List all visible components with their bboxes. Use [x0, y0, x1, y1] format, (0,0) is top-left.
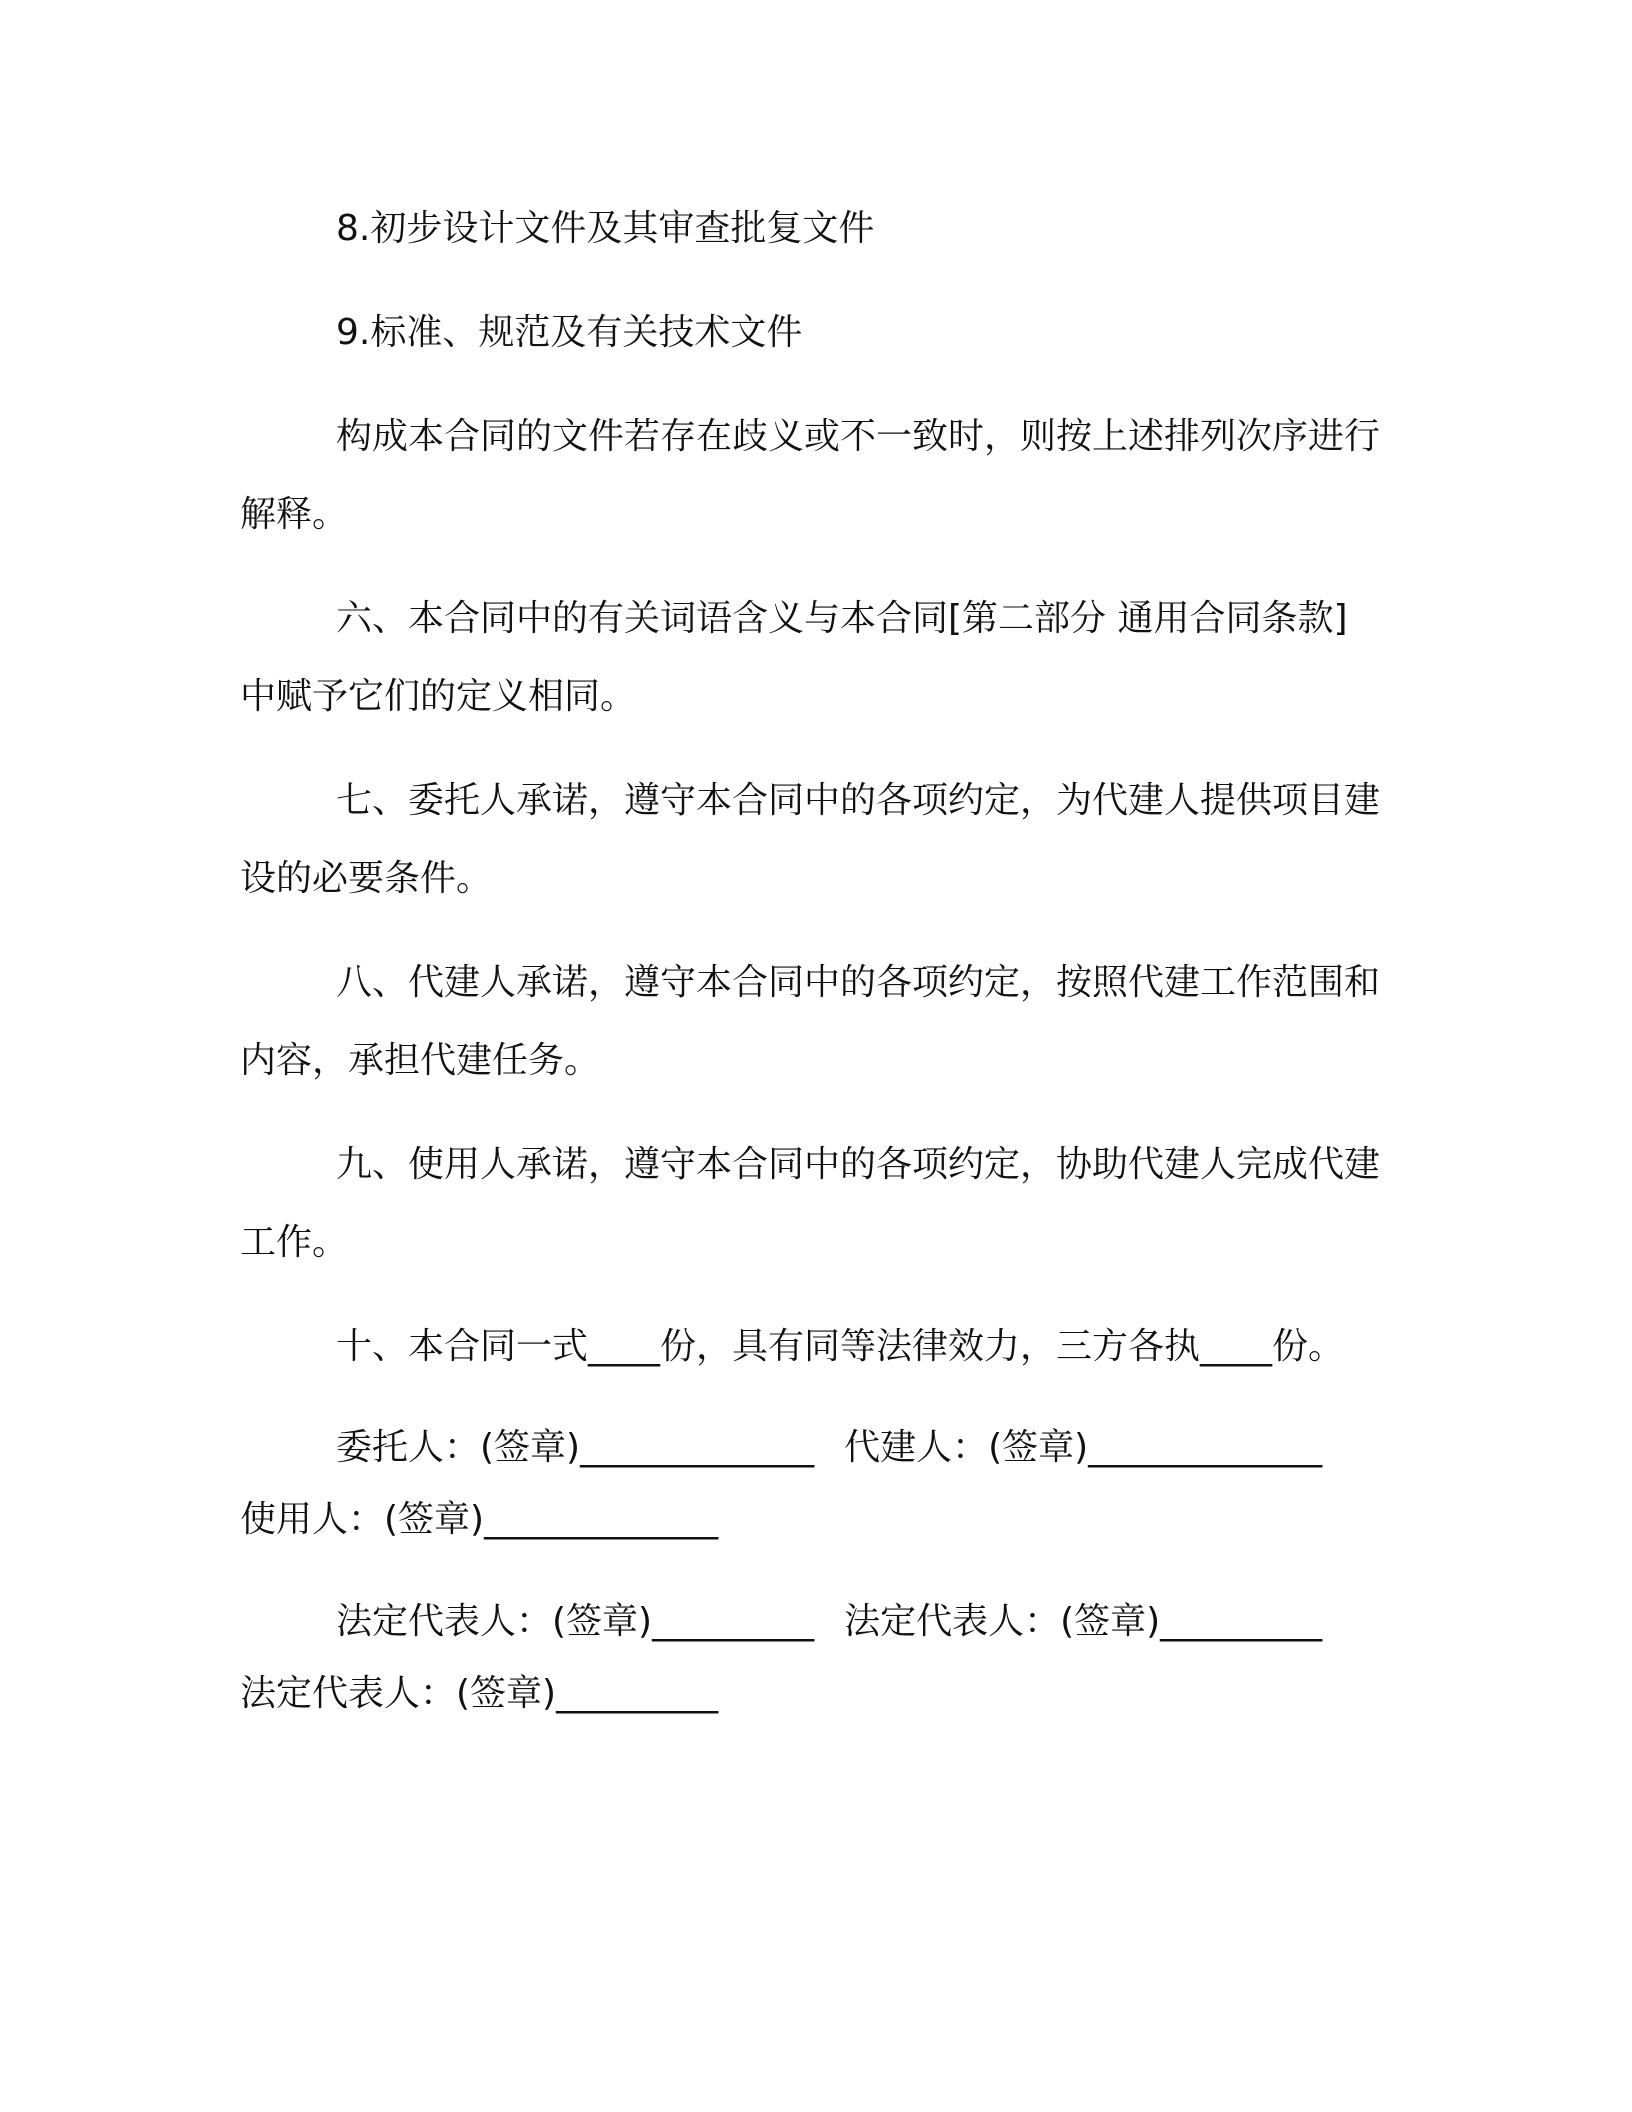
clause-six: 六、本合同中的有关词语含义与本合同[第二部分 通用合同条款]中赋予它们的定义相同。 — [240, 598, 1348, 717]
signature-line — [240, 1412, 1380, 1484]
paragraph-precedence: 构成本合同的文件若存在歧义或不一致时，则按上述排列次序进行解释。 — [240, 416, 1381, 535]
user-signature-field: 使用人：(签章)_____________ — [240, 1499, 719, 1540]
list-item-8: 8.初步设计文件及其审查批复文件 — [336, 208, 875, 249]
agent-representative-field: 法定代表人：(签章)_________ — [844, 1601, 1323, 1642]
signature-line — [240, 1484, 1380, 1556]
document-body — [240, 190, 1380, 1760]
user-representative-field: 法定代表人：(签章)_________ — [240, 1673, 719, 1714]
signature-block-parties — [240, 1412, 1380, 1556]
signature-block-representatives — [240, 1586, 1380, 1730]
clause-eight: 八、代建人承诺，遵守本合同中的各项约定，按照代建工作范围和内容，承担代建任务。 — [240, 962, 1381, 1081]
clause-nine: 九、使用人承诺，遵守本合同中的各项约定，协助代建人完成代建工作。 — [240, 1144, 1381, 1263]
list-item-9: 9.标准、规范及有关技术文件 — [336, 312, 803, 353]
clause-ten: 十、本合同一式____份，具有同等法律效力，三方各执____份。 — [336, 1326, 1345, 1367]
client-signature-field: 委托人：(签章)_____________ — [336, 1427, 815, 1468]
signature-line — [240, 1586, 1380, 1658]
client-representative-field: 法定代表人：(签章)_________ — [336, 1601, 815, 1642]
clause-seven: 七、委托人承诺，遵守本合同中的各项约定，为代建人提供项目建设的必要条件。 — [240, 780, 1381, 899]
agent-signature-field: 代建人：(签章)_____________ — [844, 1427, 1323, 1468]
signature-line — [240, 1658, 1380, 1730]
